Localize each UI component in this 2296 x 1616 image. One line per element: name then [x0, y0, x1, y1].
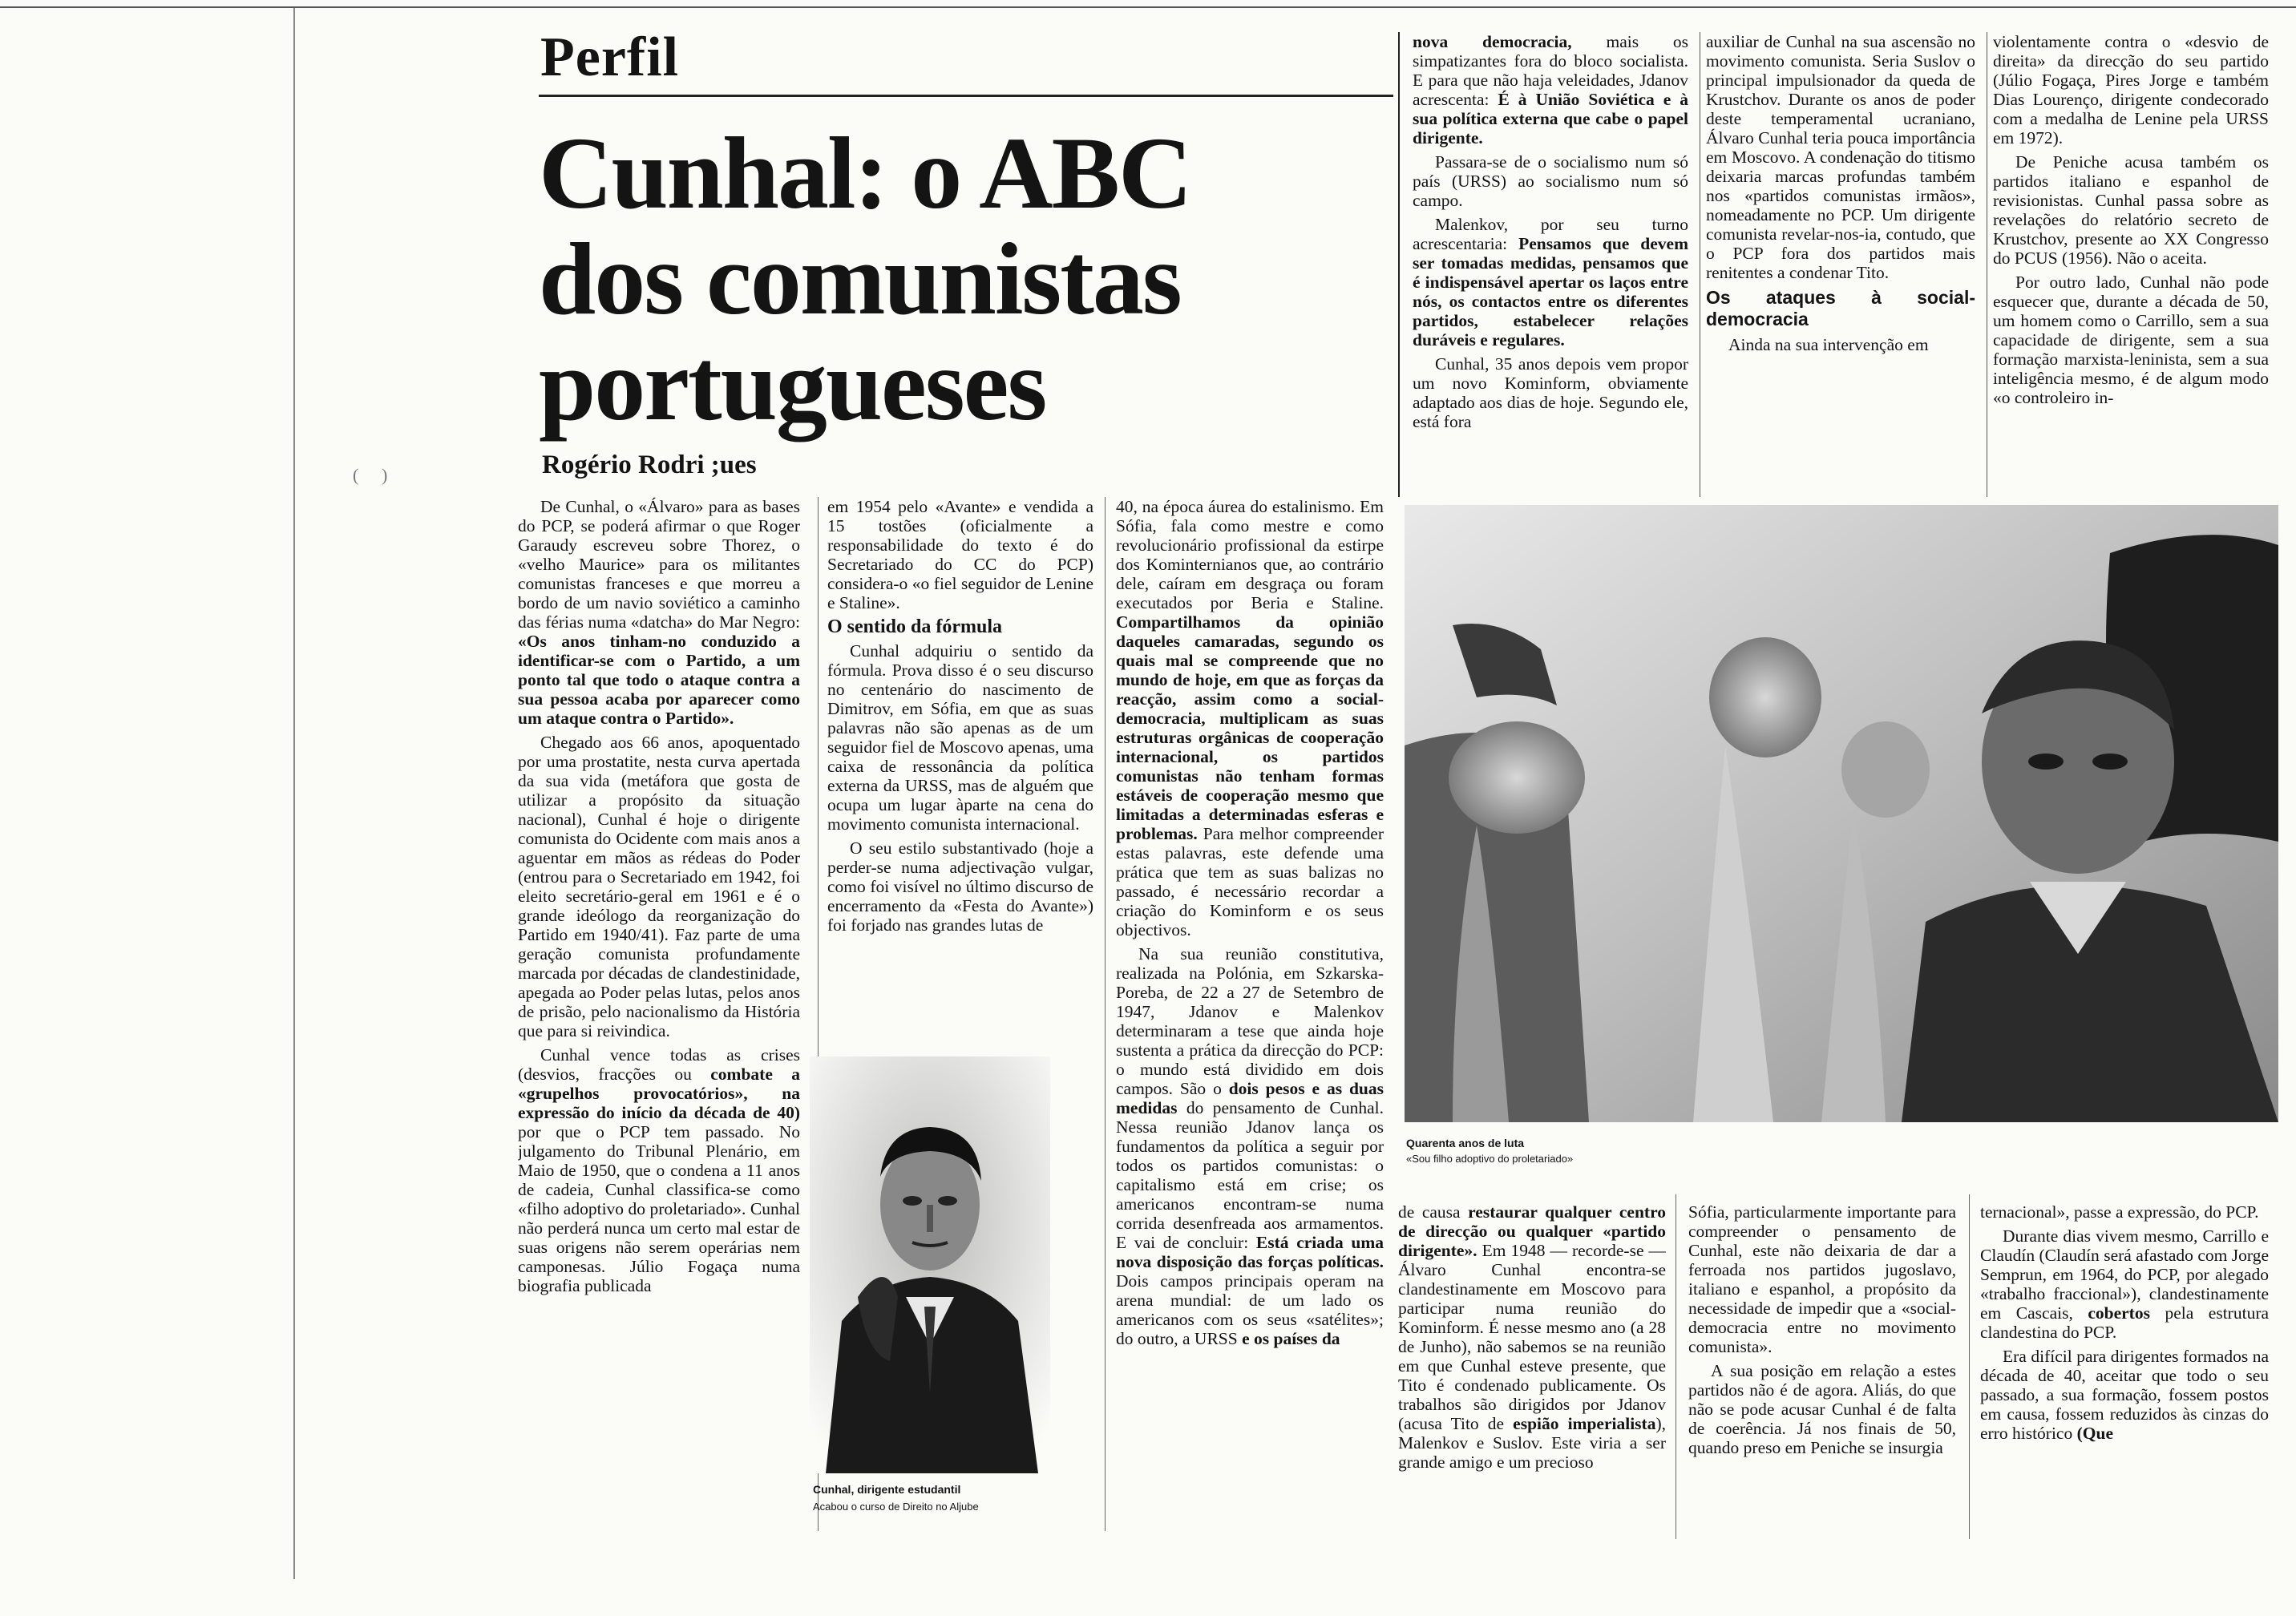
col4-p1: mais os simpatizantes fora do bloco socialista. E para que não haja veleidades, Jdanov acrescenta:	[1413, 32, 1688, 109]
article-column-6	[1993, 32, 2269, 489]
article-column-3	[1116, 497, 1384, 1531]
column-rule-5	[1105, 497, 1106, 1531]
col8-p2: A sua posição em relação a estes partidos não é de agora. Aliás, do que não se pode acusar Cunhal é de falta de coerência. Já nos finais de 50, quando preso em Peniche se insurgia	[1688, 1361, 1956, 1457]
col9-p2: Durante dias vivem mesmo, Carrillo e Claudín (Claudín será afastado com Jorge Semprun, em 1964, do PCP, por alegado «trabalho fraccional»), clandestinamente em Cascais,	[1980, 1226, 2269, 1323]
col3-p2a: Na sua reunião constitutiva, realizada na Polónia, em Szkarska-Poreba, de 22 a 27 de Setembro de 1947, Jdanov e Malenkov determinaram a tese que ainda hoje sustenta a prática da direcção do PCP: o mundo está dividido em dois campos. São o	[1116, 944, 1384, 1098]
col3-p1-tail: Para melhor compreender estas palavras, este defende uma prática que tem as suas balizas no passado, é necessário recordar a criação do Kominform e os seus objectivos.	[1116, 824, 1384, 939]
col9-bold1: cobertos	[2088, 1303, 2150, 1323]
col5-p2: Ainda na sua intervenção em	[1728, 335, 1929, 354]
article-column-2	[827, 497, 1093, 1042]
col8-p1: Sófia, particularmente importante para compreender o pensamento de Cunhal, este não deixaria de dar a ferroada nos partidos jugoslavo, italiano e espanhol, a propósito da necessidade de impedir que a «social-democracia entre no movimento comunista».	[1688, 1202, 1956, 1356]
section-rule	[539, 95, 1393, 97]
col6-p2: De Peniche acusa também os partidos italiano e espanhol de revisionistas. Cunhal passa sobre as revelações do relatório secreto de Krustchov, presente ao XX Congresso do PCUS (1956). Não o aceita.	[1993, 152, 2269, 268]
col2-p1: em 1954 pelo «Avante» e vendida a 15 tostões (oficialmente a responsabilidade do texto é do Secretariado do CC do PCP) considera-o «o fiel seguidor de Lenine e Staline».	[827, 497, 1093, 612]
col2-subhead: O sentido da fórmula	[827, 616, 1003, 637]
article-column-7	[1398, 1202, 1666, 1539]
col6-p3: Por outro lado, Cunhal não pode esquecer que, durante a década de 50, um homem como o Carrillo, sem a sua capacidade de dirigente, sem a sua formação marxista-leninista, sem a sua inteligência mesmo, é de algum modo «o controleiro in-	[1993, 273, 2269, 407]
col4-p2: Passara-se de o socialismo num só país (URSS) ao socialismo num só campo.	[1413, 152, 1688, 210]
col4-p3: Malenkov, por seu turno acrescentaria:	[1413, 215, 1688, 253]
col4-bold-quote: É à União Soviética e à sua política externa que cabe o papel dirigente.	[1413, 90, 1688, 147]
margin-mark-right: )	[382, 465, 388, 485]
article-column-4	[1413, 32, 1688, 489]
byline: Rogério Rodri ;ues	[542, 450, 757, 479]
col1-quote: «Os anos tinham-no conduzido a identificar-se com o Partido, a um ponto tal que todo o ataque contra a sua pessoa acaba por aparecer como um ataque contra o Partido».	[518, 632, 800, 728]
large-photo-caption-title: Quarenta anos de luta	[1406, 1137, 1525, 1149]
left-margin-line	[293, 8, 295, 1579]
column-rule-1	[1398, 32, 1400, 497]
col4-bold-open: nova democracia,	[1413, 32, 1572, 51]
col2-p3: O seu estilo substantivado (hoje a perder-se numa adjectivação vulgar, como foi visível no último discurso de encerramento da «Festa do Avante») foi forjado nas grandes lutas de	[827, 838, 1093, 935]
article-column-1	[518, 497, 800, 1529]
portrait-image	[810, 1056, 1050, 1473]
article-column-5	[1706, 32, 1975, 489]
col7-p1c: ), Malenkov e Suslov. Este viria a ser grande amigo e um precioso	[1398, 1414, 1666, 1472]
portrait-caption-title: Cunhal, dirigente estudantil	[813, 1483, 961, 1496]
col7-p1b: Em 1948 — recorde-se — Álvaro Cunhal encontra-se clandestinamente em Moscovo para participar numa reunião do Kominform. É nesse mesmo ano (a 28 de Junho), não sabemos se na reunião em que Cunhal esteve presente, que Tito é condenado publicamente. Os trabalhos são dirigidos por Jdanov (acusa Tito de	[1398, 1241, 1666, 1433]
article-column-8	[1688, 1202, 1956, 1539]
col9-p1: ternacional», passe a expressão, do PCP.	[1980, 1202, 2259, 1222]
col4-p4: Cunhal, 35 anos depois vem propor um novo Kominform, obviamente adaptado aos dias de hoje. Segundo ele, está fora	[1413, 354, 1688, 431]
col1-p1: De Cunhal, o «Álvaro» para as bases do PCP, se poderá afirmar o que Roger Garaudy escreveu sobre Thorez, o «velho Maurice» para os militantes comunistas franceses e que morreu a bordo de um navio soviético a caminho das férias numa «datcha» do Mar Negro:	[518, 497, 800, 632]
col2-p2: Cunhal adquiriu o sentido da fórmula. Prova disso é o seu discurso no centenário do nascimento de Dimitrov, em Sófia, em que as suas palavras não são apenas as de um seguidor fiel de Moscovo apenas, uma caixa de ressonância da política externa da URSS, mas de alguém que ocupa um lugar àparte na cena do movimento comunista internacional.	[827, 641, 1093, 834]
col7-bold2: espião imperialista	[1513, 1414, 1656, 1433]
section-label: Perfil	[540, 26, 680, 88]
col3-p2b: do pensamento de Cunhal. Nessa reunião Jdanov lança os fundamentos da política a seguir por todos os partidos comunistas: o capitalismo está em crise; os americanos encontram-se numa corrida desenfreada aos armamentos. E vai de concluir:	[1116, 1098, 1384, 1252]
col3-p2c: Dois campos principais operam na arena mundial: de um lado os americanos com os seus «satélites»; do outro, a URSS	[1116, 1271, 1384, 1348]
portrait-caption-text: Acabou o curso de Direito no Aljube	[813, 1501, 979, 1513]
column-rule-7	[1969, 1194, 1970, 1539]
col3-p2-bold2: Está criada uma nova disposição das forças políticas.	[1116, 1233, 1384, 1271]
col5-subhead: Os ataques à social-democracia	[1706, 287, 1975, 329]
col9-bold2: (Que	[2076, 1424, 2113, 1443]
col1-p3c: por que o PCP tem passado. No julgamento do Tribunal Plenário, em Maio de 1950, que o condena a 11 anos de cadeia, Cunhal classifica-se como «filho adoptivo do proletariado». Cunhal não perderá nunca um certo mal estar de suas origens não serem operárias nem camponesas. Júlio Fogaça numa biografia publicada	[518, 1122, 800, 1295]
col9-p2b: pela estrutura clandestina do PCP.	[1980, 1303, 2269, 1342]
col3-p2-bold3: e os países da	[1242, 1329, 1340, 1348]
col5-p1: auxiliar de Cunhal na sua ascensão no movimento comunista. Seria Suslov o principal impulsionador da queda de Krustchov. Durante os anos de poder deste temperamental ucraniano, Álvaro Cunhal teria pouca importância em Moscovo. A condenação do titismo deixaria marcas profundas também nos «partidos comunistas irmãos», nomeadamente no PCP. Um dirigente comunista revelar-nos-ia, contudo, que o PCP fora dos partidos mais renitentes a condenar Tito.	[1706, 32, 1975, 282]
headline: Cunhal: o ABC dos comunistas portugueses	[539, 116, 1191, 442]
large-photo	[1405, 505, 2278, 1122]
margin-mark-left: (	[353, 465, 359, 485]
col1-p3a: Cunhal vence todas as crises (desvios, fracções ou	[518, 1045, 800, 1084]
col9-p3: Era difícil para dirigentes formados na década de 40, aceitar que todo o seu passado, a sua formação, fossem postos em causa, fossem reduzidos às cinzas do erro histórico	[1980, 1347, 2269, 1443]
col3-p2-bold1: dois pesos e as duas medidas	[1116, 1079, 1384, 1117]
col7-bold1: restaurar qualquer centro de direcção ou qualquer «partido dirigente».	[1398, 1202, 1666, 1260]
large-photo-caption-text: «Sou filho adoptivo do proletariado»	[1406, 1153, 1574, 1165]
col7-p1: de causa	[1398, 1202, 1461, 1222]
col1-p3b: combate a «grupelhos provocatórios», na expressão do início da década de 40)	[518, 1065, 800, 1122]
col3-p1: 40, na época áurea do estalinismo. Em Sófia, fala como mestre e como revolucionário profissional da estirpe dos Kominternianos que, ao contrário dele, caíram em desgraça ou foram executados por Beria e Staline.	[1116, 497, 1384, 612]
portrait-photo	[810, 1056, 1050, 1473]
col6-p1: violentamente contra o «desvio de direita» da direcção do seu partido (Júlio Fogaça, Pires Jorge e também Dias Lourenço, dirigente condecorado com a medalha de Lenine pela URSS em 1972).	[1993, 32, 2269, 147]
top-border-line	[0, 6, 2296, 8]
col4-p3-quote: Pensamos que devem ser tomadas medidas, pensamos que é indispensável apertar os laços entre nós, os contactos entre os diferentes partidos, estabelecer relações duráveis e regulares.	[1413, 234, 1688, 349]
article-column-9	[1980, 1202, 2269, 1539]
col3-quote: Compartilhamos da opinião daqueles camaradas, segundo os quais mal se compreende que no mundo de hoje, em que as forças da reacção, assim como a social-democracia, multiplicam as suas estruturas orgânicas de cooperação internacional, os partidos comunistas não tenham formas estáveis de cooperação mesmo que limitadas a determinadas esferas e problemas.	[1116, 612, 1384, 843]
rally-image	[1405, 505, 2278, 1122]
col1-p2: Chegado aos 66 anos, apoquentado por uma prostatite, nesta curva apertada da sua vida (metáfora que gosta de utilizar a propósito da situação nacional), Cunhal é hoje o dirigente comunista do Ocidente com mais anos a aguentar em mãos as rédeas do Poder (entrou para o Secretariado em 1942, foi eleito secretário-geral em 1961 e é o grande ideólogo da reorganização do Partido em 1940/41). Faz parte de uma geração comunista profundamente marcada por décadas de clandestinidade, apegada ao Poder pelas lutas, pelos anos de prisão, pelo nacionalismo da História que para si reivindica.	[518, 733, 800, 1040]
